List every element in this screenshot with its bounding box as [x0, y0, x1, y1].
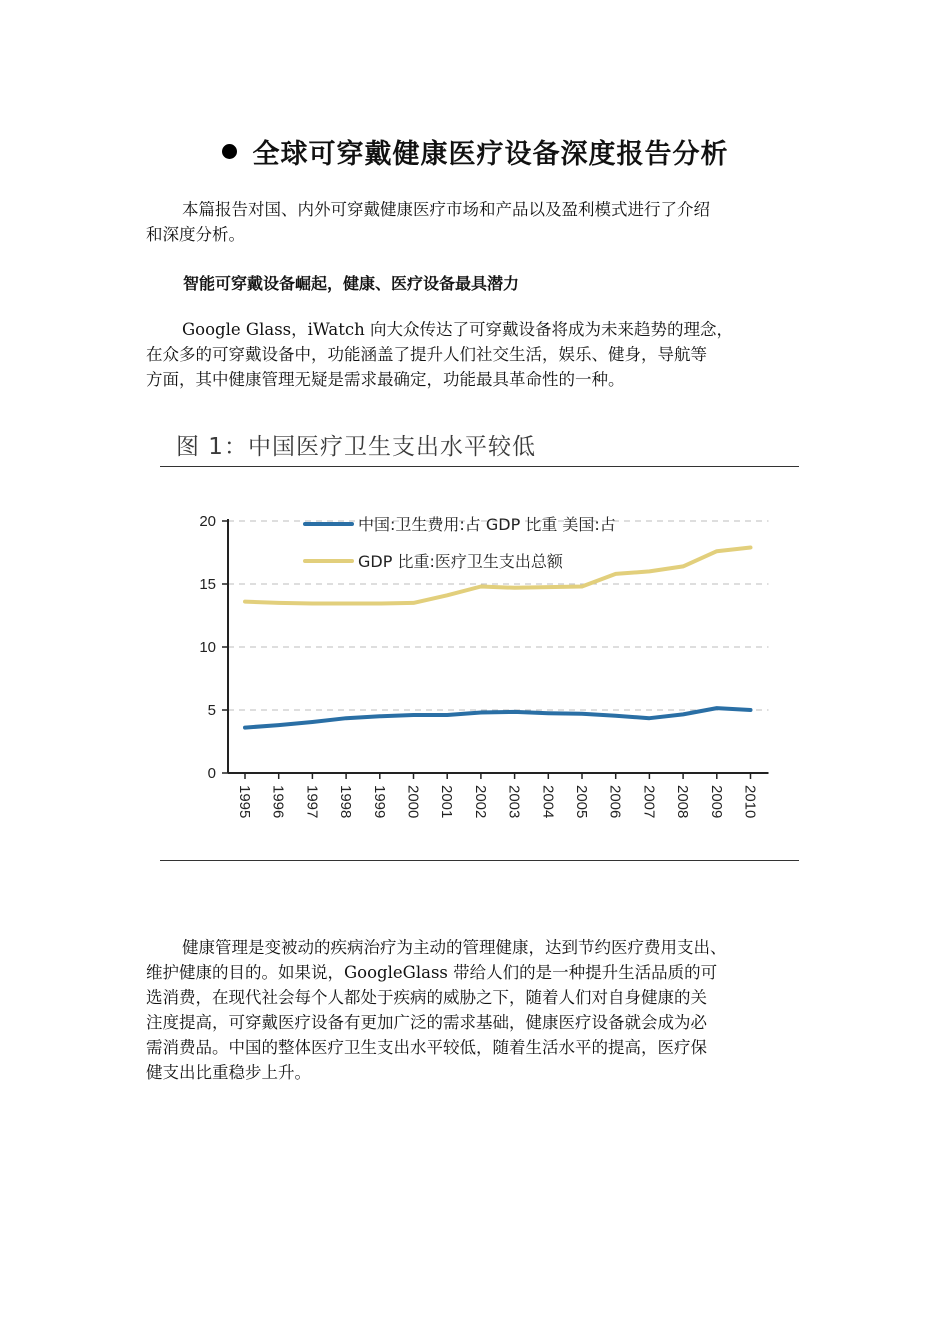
figure-title: 图 1：中国医疗卫生支出水平较低 — [176, 434, 536, 460]
x-tick-label: 2003 — [505, 785, 523, 819]
y-tick-label: 5 — [207, 702, 216, 719]
chart-series — [245, 548, 751, 728]
expenditure-line-chart — [160, 500, 800, 850]
x-tick-label: 2007 — [640, 785, 658, 819]
x-tick-label: 2006 — [606, 785, 624, 819]
x-tick-label: 1998 — [337, 785, 355, 819]
y-tick-label: 15 — [199, 576, 216, 593]
body-paragraph-2: 健康管理是变被动的疾病治疗为主动的管理健康，达到节约医疗费用支出、 维护健康的目的。如果说，GoogleGlass 带给人们的是一种提升生活品质的可 选消费，在现代社会每个人都处于疾病的威胁之下，随着人们对自身健康的关 注度提高，可穿戴医疗设备有更加广泛的需求基础，健康医疗设备就会成为必 需消费品。中国的整体医疗卫生支出水平较低，随着生活水平的提高，医疗保 健支出比重稳步上升。 — [146, 938, 727, 1082]
x-tick-label: 1995 — [236, 785, 253, 819]
y-tick-label: 0 — [207, 765, 216, 782]
document-title: 全球可穿戴健康医疗设备深度报告分析 — [0, 132, 950, 171]
section-subheading: 智能可穿戴设备崛起，健康、医疗设备最具潜力 — [183, 274, 520, 293]
x-tick-label: 2004 — [539, 785, 557, 819]
y-tick-label: 10 — [199, 639, 216, 656]
x-tick-label: 2005 — [573, 785, 590, 819]
body-paragraph-1: Google Glass，iWatch 向大众传达了可穿戴设备将成为未来趋势的理念， 在众多的可穿戴设备中，功能涵盖了提升人们社交生活，娱乐、健身，导航等 方面，其中健康管理无疑是需求最确定，功能最具革命性的一种。 — [146, 320, 734, 389]
x-tick-label: 2002 — [471, 785, 489, 819]
figure-bottom-rule — [160, 860, 799, 861]
x-tick-label: 2009 — [707, 785, 725, 819]
chart-grid — [228, 521, 769, 710]
y-tick-label: 20 — [199, 513, 216, 530]
x-tick-label: 2001 — [438, 785, 456, 819]
series-line-1 — [245, 708, 751, 728]
x-tick-label: 2010 — [741, 785, 759, 819]
intro-paragraph: 本篇报告对国、内外可穿戴健康医疗市场和产品以及盈利模式进行了介绍 和深度分析。 — [146, 200, 710, 244]
legend-label-1: 中国:卫生费用:占 GDP 比重 美国:占 — [358, 515, 616, 534]
bullet-icon — [222, 144, 237, 159]
legend-label-2: GDP 比重:医疗卫生支出总额 — [358, 552, 563, 571]
x-tick-label: 1997 — [303, 785, 321, 819]
x-tick-label: 2008 — [674, 785, 692, 819]
x-tick-label: 2000 — [404, 785, 422, 819]
figure-top-rule — [160, 466, 799, 467]
x-tick-label: 1996 — [269, 785, 287, 819]
chart-legend — [305, 515, 616, 571]
x-tick-label: 1999 — [370, 785, 388, 819]
